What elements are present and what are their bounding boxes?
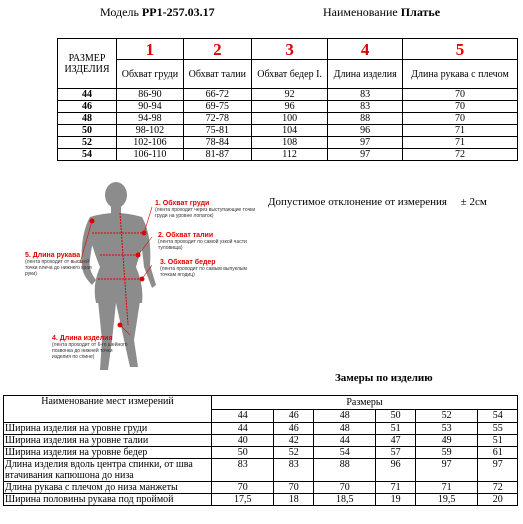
value-cell: 90-94 [117,101,184,113]
table-row [4,447,518,459]
col-label: Обхват груди [117,60,184,89]
value-cell: 70 [313,482,375,494]
value-cell: 72-78 [183,113,251,125]
measurements-col-header: Наименование мест измерений [4,396,212,423]
value-cell: 42 [274,435,314,447]
value-cell: 71 [376,482,416,494]
value-cell: 71 [415,482,477,494]
value-cell: 50 [212,447,274,459]
value-cell: 48 [313,423,375,435]
size-header-cell: 52 [415,409,477,423]
table-row [58,137,518,149]
size-table [57,38,518,161]
measurement-name: Длина изделия вдоль центра спинки, от шва втачивания капюшона до низа [4,459,212,482]
annotation-note: (лента проходит по самым выпуклым точкам ягодиц) [160,266,247,278]
annotation-note: (лента проходит от 6-го шейного позвонка до нижней точки изделия по спине) [52,342,128,360]
table-row [58,125,518,137]
value-cell: 97 [328,137,403,149]
value-cell: 17,5 [212,494,274,506]
size-header-cell: 54 [478,409,518,423]
value-cell: 72 [402,149,517,161]
value-cell: 57 [376,447,416,459]
measurement-name: Ширина половины рукава под проймой [4,494,212,506]
value-cell: 83 [274,459,314,482]
value-cell: 55 [478,423,518,435]
table-row [4,423,518,435]
value-cell: 18 [274,494,314,506]
annotation-bust [155,200,265,219]
measurements-title: Замеры по изделию [335,372,433,384]
value-cell: 97 [478,459,518,482]
col-num: 3 [251,39,328,60]
measurement-name: Ширина изделия на уровне груди [4,423,212,435]
value-cell: 100 [251,113,328,125]
value-cell: 72 [478,482,518,494]
table-row [58,113,518,125]
size-cell: 54 [58,149,117,161]
value-cell: 61 [478,447,518,459]
annotation-title: 4. Длина изделия [52,335,113,342]
model-line [100,5,215,20]
annotation-length [52,335,132,360]
col-label: Длина рукава с плечом [402,60,517,89]
value-cell: 97 [415,459,477,482]
table-row [4,459,518,482]
value-cell: 51 [478,435,518,447]
value-cell: 53 [415,423,477,435]
value-cell: 102-106 [117,137,184,149]
value-cell: 83 [328,89,403,101]
value-cell: 19 [376,494,416,506]
name-line [323,5,440,20]
annotation-title: 5. Длина рукава [25,252,81,259]
value-cell: 44 [212,423,274,435]
value-cell: 52 [274,447,314,459]
size-header-cell: 50 [376,409,416,423]
table-row [58,101,518,113]
name-value: Платье [400,5,441,19]
tolerance-label: Допустимое отклонение от измерения [268,196,447,208]
measurements-table [3,395,518,506]
value-cell: 104 [251,125,328,137]
value-cell: 92 [251,89,328,101]
value-cell: 20 [478,494,518,506]
value-cell: 88 [313,459,375,482]
tolerance-value: ± 2см [460,196,487,208]
value-cell: 108 [251,137,328,149]
value-cell: 96 [328,125,403,137]
value-cell: 70 [402,89,517,101]
annotation-note: (лента проходит по самой узкой части туловища) [158,239,247,251]
value-cell: 97 [328,149,403,161]
table-row [4,482,518,494]
value-cell: 59 [415,447,477,459]
annotation-title: 3. Обхват бедер [160,259,216,266]
size-header-cell: 48 [313,409,375,423]
value-cell: 70 [274,482,314,494]
col-num: 5 [402,39,517,60]
value-cell: 19,5 [415,494,477,506]
annotation-hips [160,259,260,278]
col-num: 1 [117,39,184,60]
table-row [58,149,518,161]
size-header-cell: 46 [274,409,314,423]
value-cell: 66-72 [183,89,251,101]
col-label: Длина изделия [328,60,403,89]
value-cell: 70 [212,482,274,494]
value-cell: 47 [376,435,416,447]
measurement-name: Длина рукава с плечом до низа манжеты [4,482,212,494]
table-row [4,435,518,447]
value-cell: 71 [402,125,517,137]
value-cell: 98-102 [117,125,184,137]
size-cell: 44 [58,89,117,101]
table-row [4,494,518,506]
size-table-corner: РАЗМЕР ИЗДЕЛИЯ [58,39,117,89]
value-cell: 40 [212,435,274,447]
value-cell: 51 [376,423,416,435]
col-num: 4 [328,39,403,60]
value-cell: 70 [402,101,517,113]
sizes-header: Размеры [212,396,518,410]
name-label: Наименование [323,5,398,19]
value-cell: 46 [274,423,314,435]
value-cell: 83 [212,459,274,482]
size-cell: 46 [58,101,117,113]
value-cell: 112 [251,149,328,161]
value-cell: 94-98 [117,113,184,125]
value-cell: 96 [376,459,416,482]
col-num: 2 [183,39,251,60]
value-cell: 106-110 [117,149,184,161]
annotation-waist [158,232,258,251]
model-label: Модель [100,5,139,19]
measurement-name: Ширина изделия на уровне талии [4,435,212,447]
annotation-note: (лента проходит через выступающие точки груди на уровне лопаток) [155,207,256,219]
annotation-title: 2. Обхват талии [158,232,214,239]
value-cell: 81-87 [183,149,251,161]
value-cell: 69-75 [183,101,251,113]
size-header-cell: 44 [212,409,274,423]
size-cell: 48 [58,113,117,125]
model-value: РР1-257.03.17 [141,5,215,19]
col-label: Обхват бедер I. [251,60,328,89]
value-cell: 88 [328,113,403,125]
value-cell: 44 [313,435,375,447]
value-cell: 96 [251,101,328,113]
measurement-name: Ширина изделия на уровне бедер [4,447,212,459]
tolerance-line [268,196,487,208]
value-cell: 83 [328,101,403,113]
value-cell: 86-90 [117,89,184,101]
size-cell: 52 [58,137,117,149]
value-cell: 49 [415,435,477,447]
col-label: Обхват талии [183,60,251,89]
annotation-sleeve [25,252,95,277]
size-cell: 50 [58,125,117,137]
annotation-title: 1. Обхват груди [155,200,210,207]
value-cell: 70 [402,113,517,125]
value-cell: 54 [313,447,375,459]
value-cell: 78-84 [183,137,251,149]
value-cell: 71 [402,137,517,149]
value-cell: 75-81 [183,125,251,137]
table-row [58,89,518,101]
value-cell: 18,5 [313,494,375,506]
annotation-note: (лента проходит от высшей точки плеча до нижнего края руки) [25,259,92,277]
